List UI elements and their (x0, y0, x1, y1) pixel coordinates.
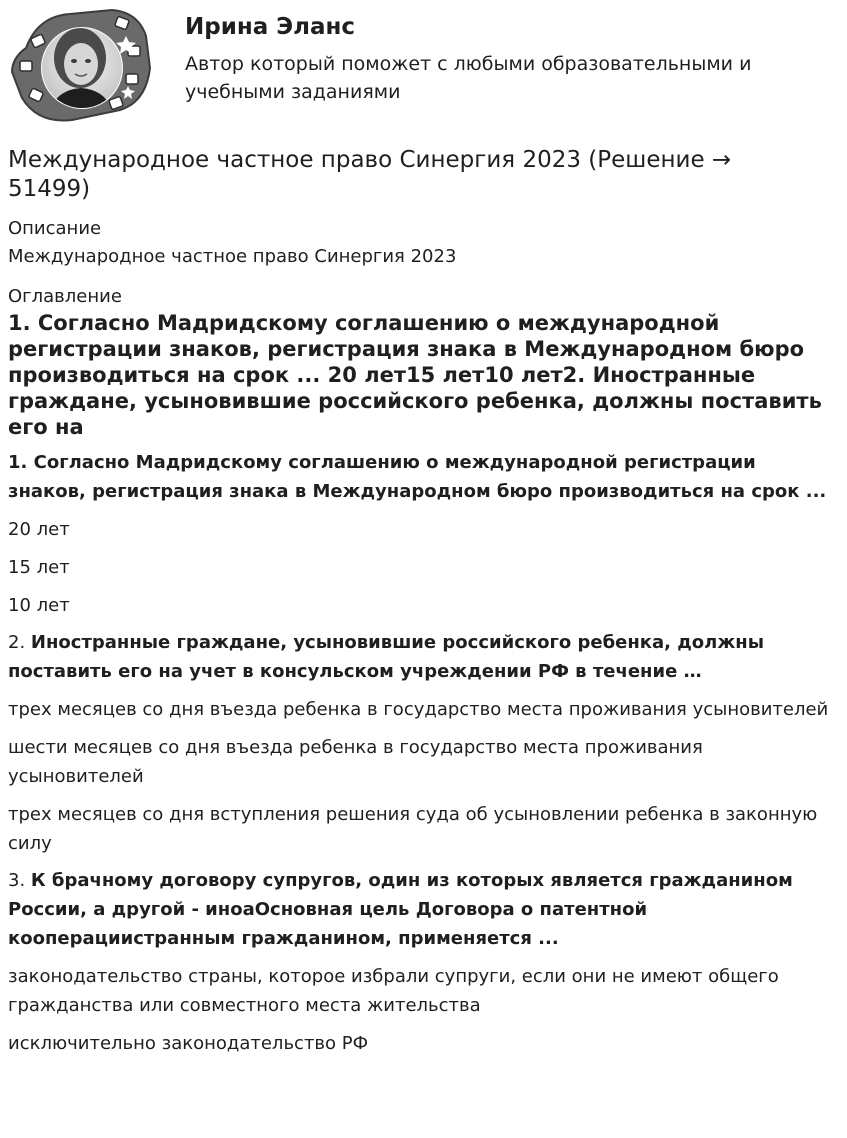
author-avatar[interactable] (8, 6, 153, 126)
author-header (8, 6, 838, 128)
answer-option: 20 лет (8, 519, 70, 540)
author-name[interactable]: Ирина Эланс (185, 14, 356, 40)
question-1-text: 1. Согласно Мадридскому соглашению о международной регистрации знаков, регистрация знака в Международном бюро производиться на срок ... (8, 452, 827, 502)
avatar-frame-icon (8, 6, 153, 126)
toc-heading: 1. Согласно Мадридскому соглашению о международной регистрации знаков, регистрация знака в Международном бюро производиться на срок ... 20 лет15 лет10 лет2. Иностранные граждане, усыновившие российского ребенка, должны поставить его на (8, 311, 822, 439)
answer-option: 10 лет (8, 595, 70, 616)
answer-option: шести месяцев со дня въезда ребенка в государство места проживания усыновителей (8, 737, 703, 787)
description-text: Международное частное право Синергия 2023 (8, 246, 457, 267)
answer-option: 15 лет (8, 557, 70, 578)
question-3-text: К брачному договору супругов, один из которых является гражданином России, а другой - иноаОсновная цель Договора о патентной кооперациистранным гражданином, применяется ... (8, 870, 793, 949)
question-2 (8, 628, 838, 686)
main-content (8, 146, 838, 1058)
question-3-number: 3. (8, 870, 31, 891)
answer-option: законодательство страны, которое избрали супруги, если они не имеют общего гражданства или совместного места жительства (8, 966, 779, 1016)
question-2-number: 2. (8, 632, 31, 653)
answer-option: исключительно законодательство РФ (8, 1033, 369, 1054)
question-2-text: Иностранные граждане, усыновившие российского ребенка, должны поставить его на учет в консульском учреждении РФ в течение … (8, 632, 764, 682)
author-description: Автор который поможет с любыми образовательными и учебными заданиями (185, 53, 752, 103)
question-1 (8, 448, 838, 506)
description-label: Описание (8, 218, 102, 239)
question-3 (8, 866, 838, 953)
page-title: Международное частное право Синергия 2023 (Решение → 51499) (8, 147, 732, 202)
answer-option: трех месяцев со дня вступления решения суда об усыновлении ребенка в законную силу (8, 804, 818, 854)
toc-label: Оглавление (8, 286, 122, 307)
answer-option: трех месяцев со дня въезда ребенка в государство места проживания усыновителей (8, 699, 829, 720)
